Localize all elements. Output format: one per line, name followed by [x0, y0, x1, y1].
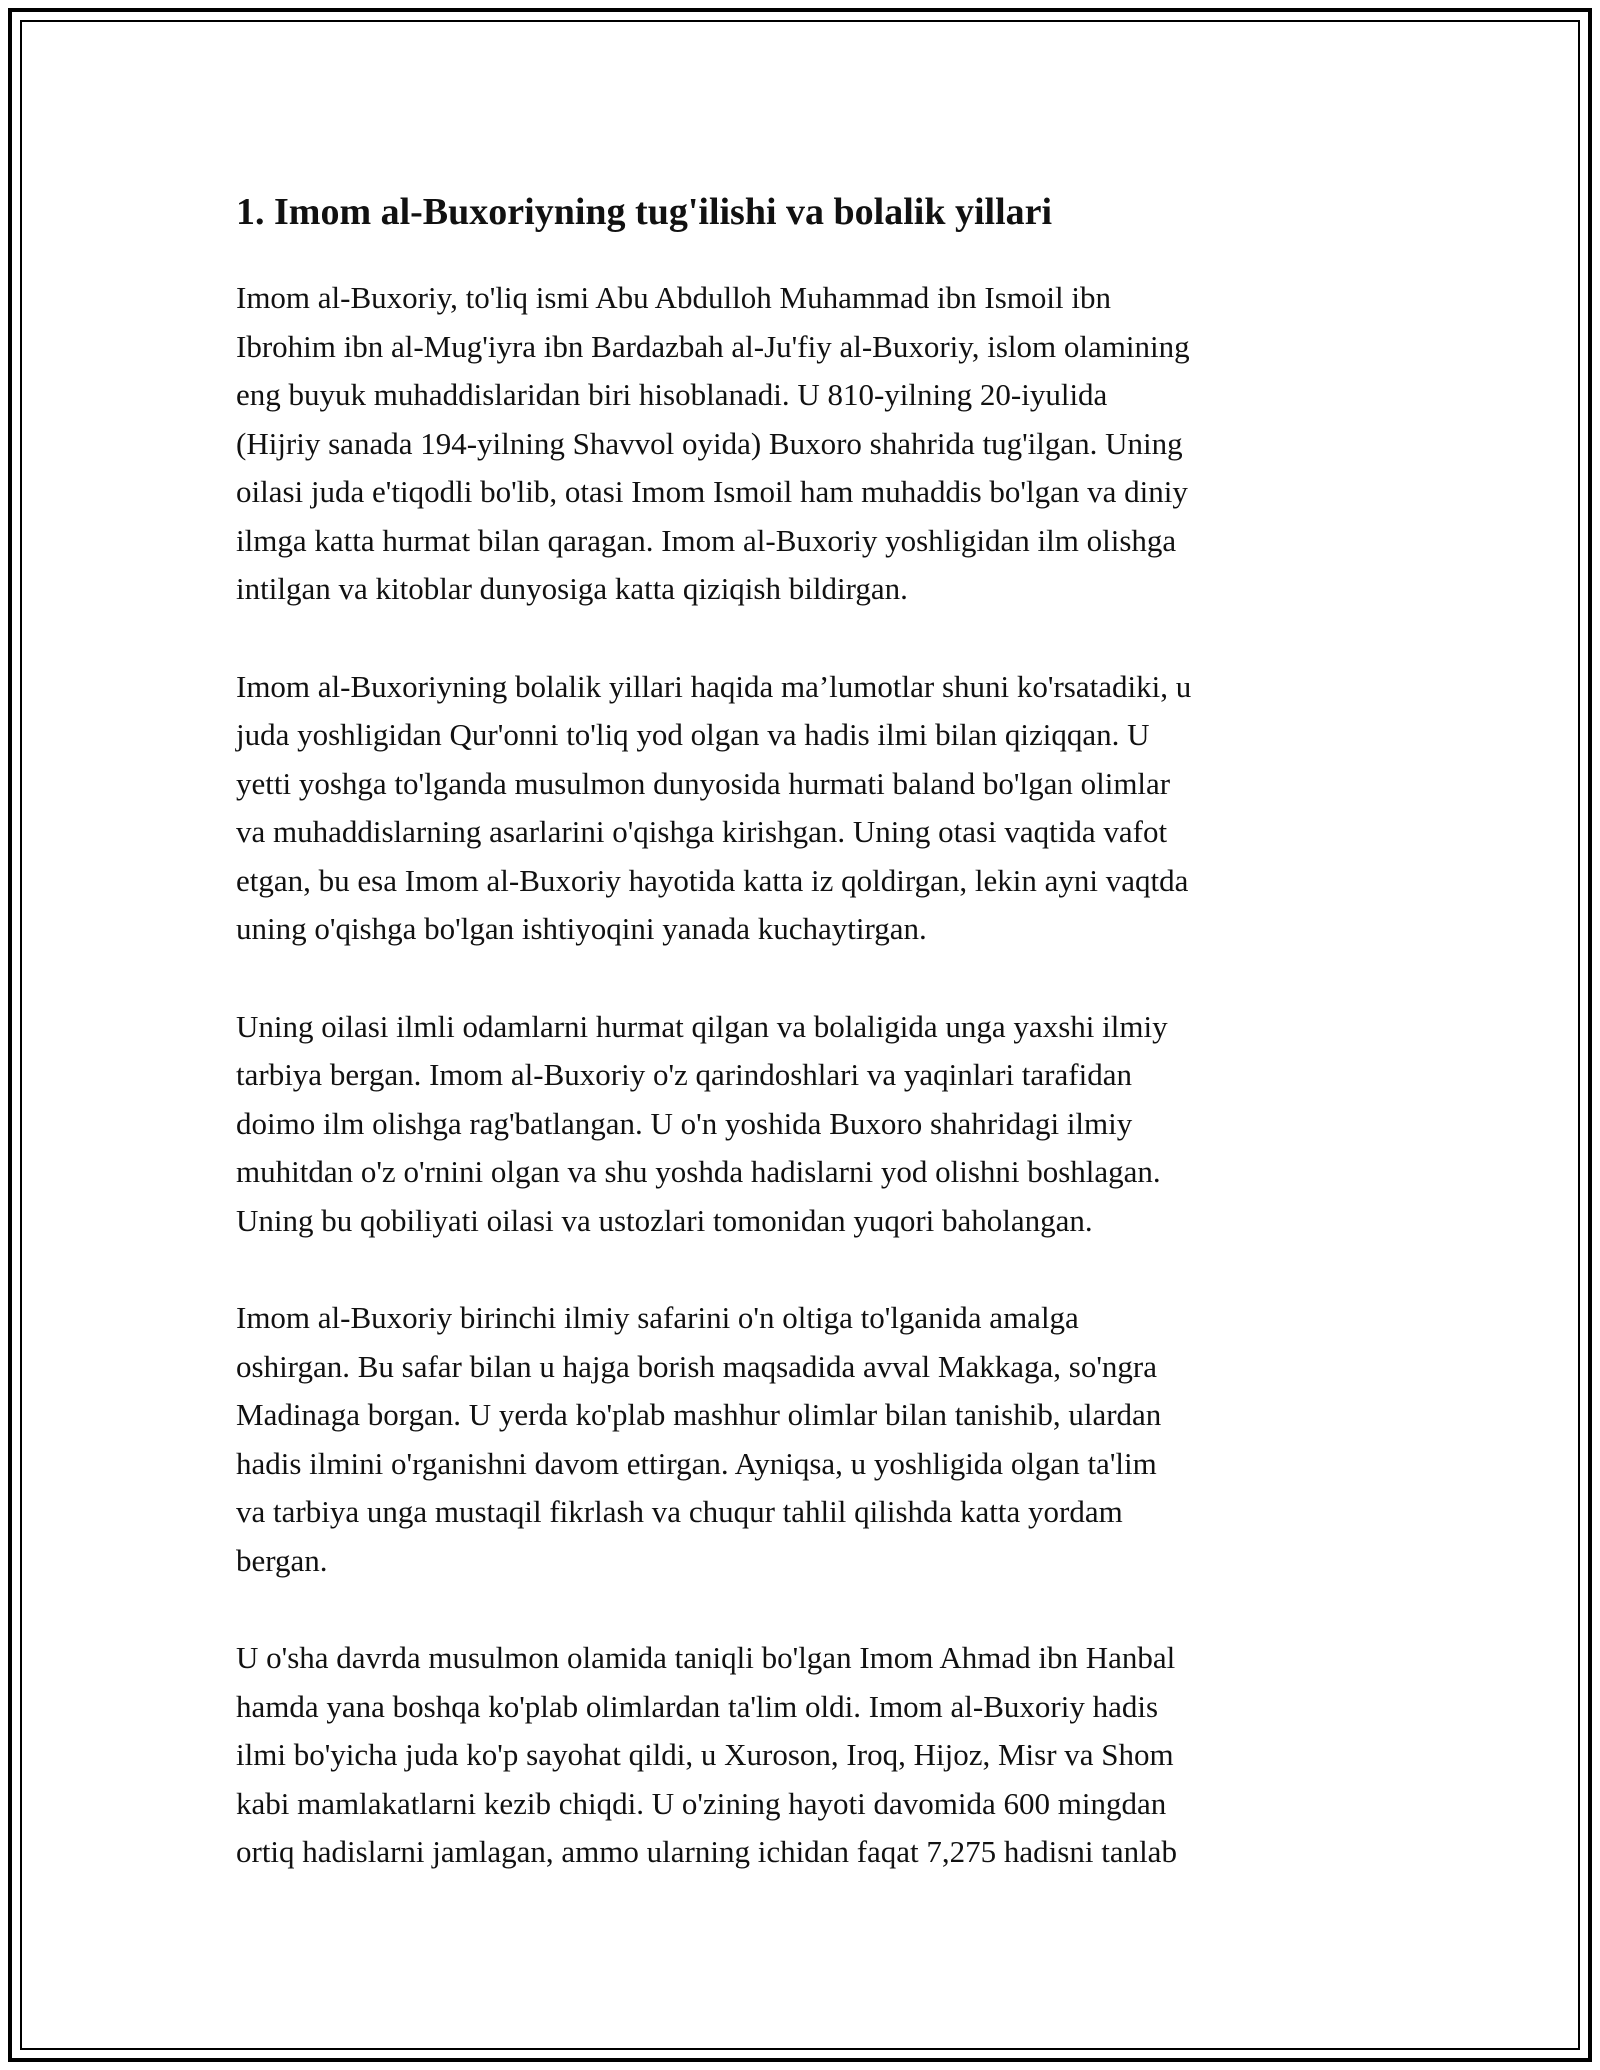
text-line: Uning bu qobiliyati oilasi va ustozlari tomonidan yuqori baholangan. [236, 1202, 1093, 1238]
text-line: bergan. [236, 1542, 328, 1578]
text-line: Madinaga borgan. U yerda ko'plab mashhur olimlar bilan tanishib, ulardan [236, 1397, 1162, 1432]
text-line: hamda yana boshqa ko'plab olimlardan ta'lim oldi. Imom al-Buxoriy hadis [236, 1688, 1159, 1724]
text-line: U o'sha davrda musulmon olamida taniqli bo'lgan Imom Ahmad ibn Hanbal [236, 1640, 1176, 1675]
text-line: va muhaddislarning asarlarini o'qishga kirishgan. Uning otasi vaqtida vafot [236, 814, 1168, 849]
text-line: uning o'qishga bo'lgan ishtiyoqini yanada kuchaytirgan. [236, 911, 927, 946]
section-heading: 1. Imom al-Buxoriyning tug'ilishi va bolalik yillari [236, 191, 1053, 233]
text-line: eng buyuk muhaddislaridan biri hisoblanadi. U 810-yilning 20-iyulida [236, 377, 1108, 412]
text-line: oshirgan. Bu safar bilan u hajga borish maqsadida avval Makkaga, so'ngra [236, 1348, 1157, 1384]
text-line: juda yoshligidan Qur'onni to'liq yod olgan va hadis ilmi bilan qiziqqan. U [236, 717, 1150, 752]
text-line: (Hijriy sanada 194-yilning Shavvol oyida) Buxoro shahrida tug'ilgan. Uning [236, 425, 1183, 461]
text-line: hadis ilmini o'rganishni davom ettirgan. Ayniqsa, u yoshligida olgan ta'lim [236, 1445, 1157, 1481]
text-line: Imom al-Buxoriyning bolalik yillari haqida ma’lumotlar shuni ko'rsatadiki, u [236, 668, 1192, 704]
text-line: Imom al-Buxoriy birinchi ilmiy safarini o'n oltiga to'lganida amalga [236, 1300, 1079, 1335]
text-line: muhitdan o'z o'rnini olgan va shu yoshda hadislarni yod olishni boshlagan. [236, 1154, 1161, 1189]
text-line: ortiq hadislarni jamlagan, ammo ularning ichidan faqat 7,275 hadisni tanlab [236, 1834, 1177, 1869]
paragraph-3 [236, 1003, 1376, 1246]
paragraph-5 [236, 1634, 1376, 1877]
document-body [236, 180, 1376, 1926]
text-line: Imom al-Buxoriy, to'liq ismi Abu Abdulloh Muhammad ibn Ismoil ibn [236, 280, 1112, 315]
text-line: doimo ilm olishga rag'batlangan. U o'n yoshida Buxoro shahridagi ilmiy [236, 1105, 1133, 1141]
text-line: Ibrohim ibn al-Mug'iyra ibn Bardazbah al-Ju'fiy al-Buxoriy, islom olamining [236, 328, 1190, 364]
text-line: va tarbiya unga mustaqil fikrlash va chuqur tahlil qilishda katta yordam [236, 1494, 1123, 1529]
text-line: yetti yoshga to'lganda musulmon dunyosida hurmati baland bo'lgan olimlar [236, 765, 1171, 801]
text-line: ilmi bo'yicha juda ko'p sayohat qildi, u Xuroson, Iroq, Hijoz, Misr va Shom [236, 1737, 1174, 1772]
text-line: intilgan va kitoblar dunyosiga katta qiziqish bildirgan. [236, 571, 908, 606]
paragraph-2 [236, 663, 1376, 954]
text-line: etgan, bu esa Imom al-Buxoriy hayotida katta iz qoldirgan, lekin ayni vaqtda [236, 862, 1189, 898]
paragraph-4 [236, 1294, 1376, 1585]
paragraph-1 [236, 274, 1376, 614]
text-line: Uning oilasi ilmli odamlarni hurmat qilgan va bolaligida unga yaxshi ilmiy [236, 1008, 1168, 1044]
text-line: ilmga katta hurmat bilan qaragan. Imom al-Buxoriy yoshligidan ilm olishga [236, 522, 1177, 558]
text-line: kabi mamlakatlarni kezib chiqdi. U o'zining hayoti davomida 600 mingdan [236, 1785, 1167, 1821]
text-line: tarbiya bergan. Imom al-Buxoriy o'z qarindoshlari va yaqinlari tarafidan [236, 1057, 1132, 1092]
text-line: oilasi juda e'tiqodli bo'lib, otasi Imom Ismoil ham muhaddis bo'lgan va diniy [236, 474, 1188, 509]
